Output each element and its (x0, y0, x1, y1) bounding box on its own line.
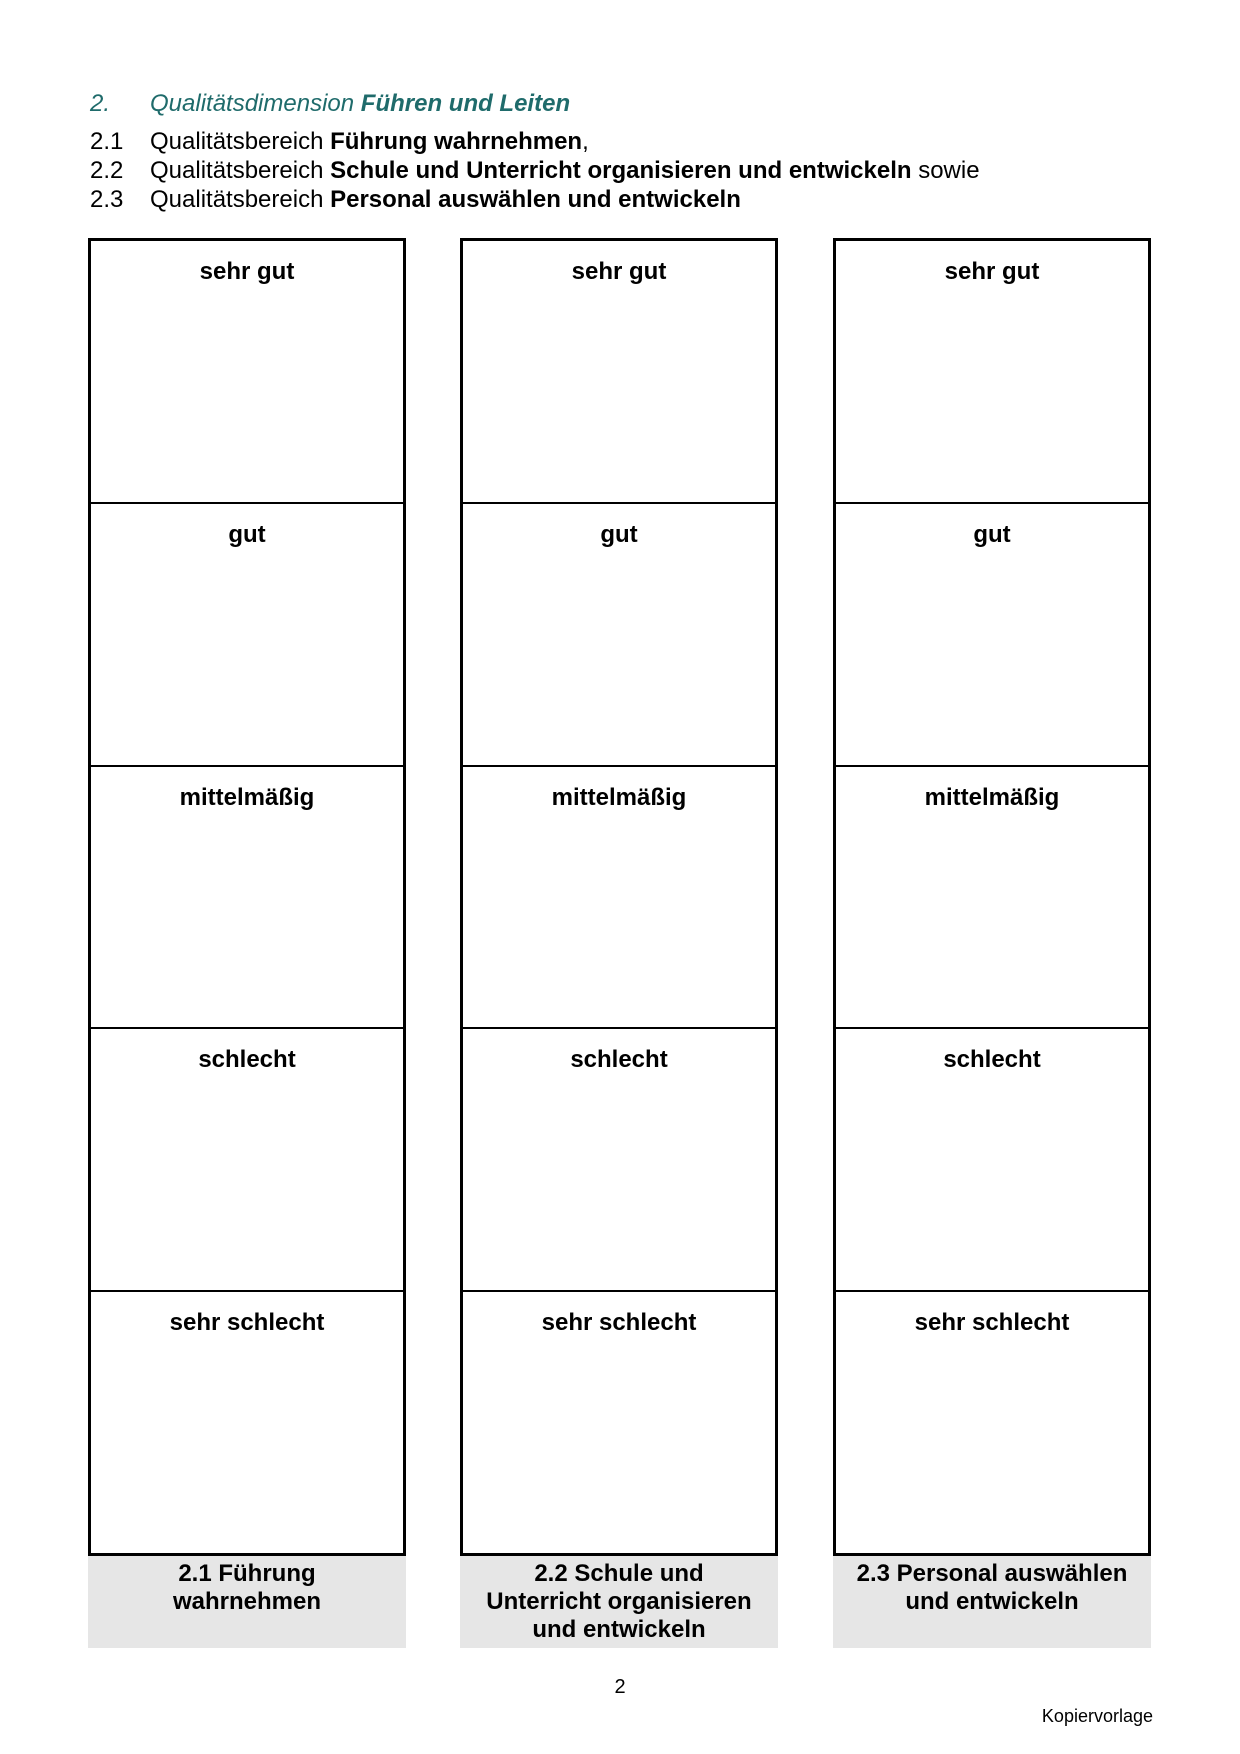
rating-cell-schlecht[interactable]: schlecht (91, 1029, 403, 1292)
section-prefix: Qualitätsdimension (150, 90, 361, 117)
rating-cell-sehr-gut[interactable]: sehr gut (836, 241, 1148, 504)
column-label-line: und entwickeln (905, 1588, 1079, 1615)
subsection-number: 2.2 (90, 157, 124, 184)
subsection-number: 2.1 (90, 128, 124, 155)
column-label-line: wahrnehmen (172, 1588, 322, 1615)
rating-cell-gut[interactable]: gut (463, 504, 775, 767)
rating-cell-sehr-schlecht[interactable]: sehr schlecht (169, 1309, 325, 1337)
rating-column-2-3 (833, 238, 1151, 1648)
subsection-2-3 (90, 186, 741, 214)
rating-column-2-2 (460, 238, 778, 1648)
rating-grid (833, 238, 1151, 1556)
rating-cell-sehr-gut[interactable]: sehr gut (91, 241, 403, 504)
rating-cell-schlecht[interactable]: schlecht (836, 1029, 1148, 1292)
column-label-line: 2.2 Schule und (534, 1560, 704, 1587)
rating-cell-gut[interactable]: gut (836, 504, 1148, 767)
rating-cell-sehr-gut[interactable]: sehr gut (463, 241, 775, 504)
subsection-suffix: sowie (911, 157, 980, 184)
rating-cell-sehr-schlecht[interactable]: sehr schlecht (541, 1309, 697, 1337)
section-title: Führen und Leiten (360, 90, 571, 117)
column-label (88, 1556, 406, 1648)
page-number: 2 (614, 1676, 626, 1698)
subsection-prefix: Qualitätsbereich (150, 157, 331, 184)
column-label-line: 2.1 Führung (178, 1560, 316, 1587)
footer-note: Kopiervorlage (1041, 1706, 1153, 1726)
subsection-title: Schule und Unterricht organisieren und entwickeln (330, 157, 912, 184)
rating-grid (88, 238, 406, 1556)
rating-cell-sehr-schlecht[interactable]: sehr schlecht (914, 1309, 1070, 1337)
subsection-prefix: Qualitätsbereich (150, 186, 331, 213)
subsection-2-1 (90, 128, 589, 156)
subsection-number: 2.3 (90, 186, 124, 213)
rating-cell-mittelmaessig[interactable]: mittelmäßig (836, 767, 1148, 1030)
subsection-title: Führung wahrnehmen (330, 128, 583, 155)
column-label-line: 2.3 Personal auswählen (856, 1560, 1128, 1587)
subsection-2-2 (90, 157, 980, 185)
section-number: 2. (90, 90, 111, 117)
section-heading (90, 90, 570, 118)
column-label-line: Unterricht organisieren (486, 1588, 752, 1615)
subsection-prefix: Qualitätsbereich (150, 128, 331, 155)
rating-cell-mittelmaessig[interactable]: mittelmäßig (463, 767, 775, 1030)
rating-cell-gut[interactable]: gut (91, 504, 403, 767)
subsection-suffix: , (582, 128, 589, 155)
rating-cell-schlecht[interactable]: schlecht (463, 1029, 775, 1292)
column-label (833, 1556, 1151, 1648)
column-label-line: und entwickeln (532, 1616, 706, 1643)
rating-column-2-1 (88, 238, 406, 1648)
subsection-title: Personal auswählen und entwickeln (330, 186, 741, 213)
rating-cell-mittelmaessig[interactable]: mittelmäßig (91, 767, 403, 1030)
rating-grid (460, 238, 778, 1556)
column-label (460, 1556, 778, 1648)
